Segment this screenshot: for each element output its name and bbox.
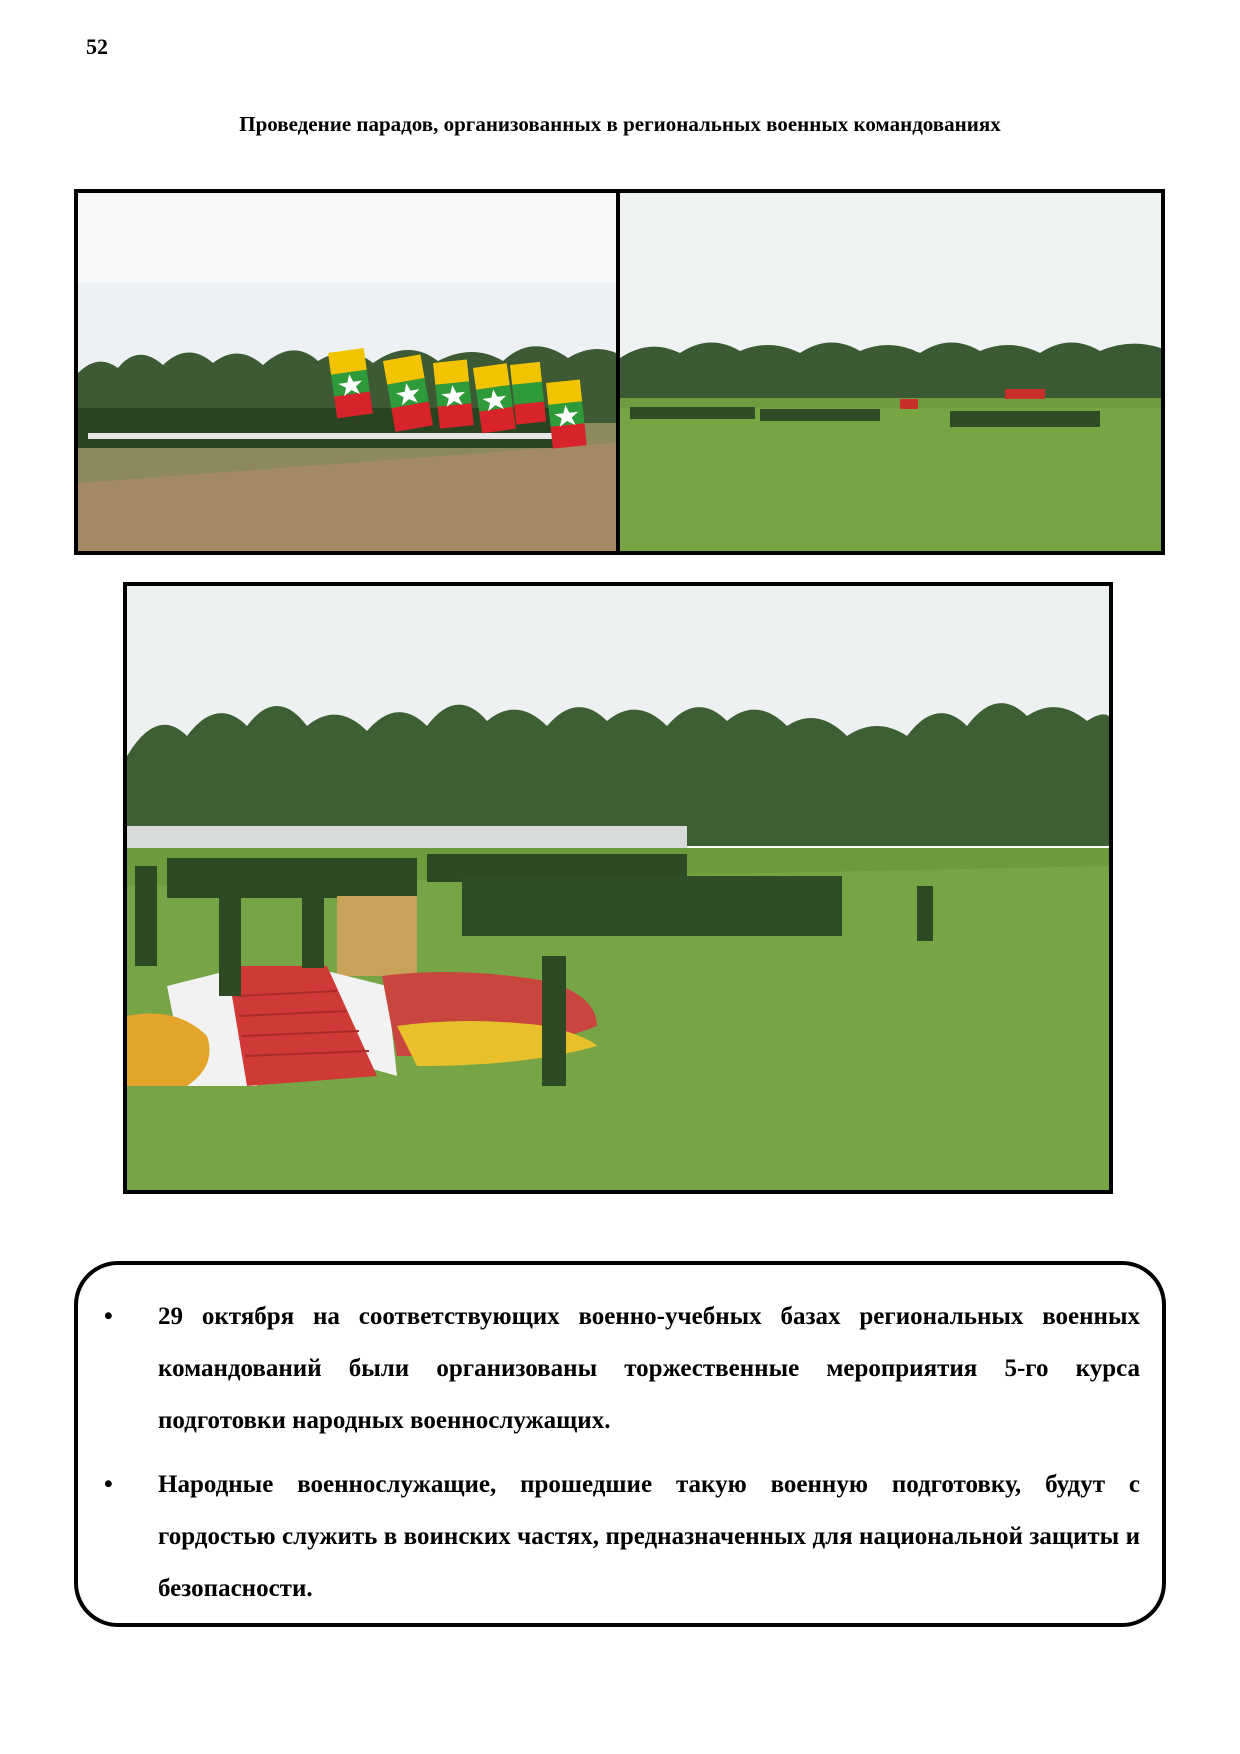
bullet-item — [98, 1291, 1140, 1447]
photo-flag-bearers — [78, 193, 616, 551]
photo-reviewing-stand — [123, 582, 1113, 1194]
bullet-text: 29 октября на соответствующих военно-учебных базах региональных военных командований были организованы торжественные мероприятия 5-го курса подготовки народных военнослужащих. — [158, 1303, 1140, 1434]
bullet-marker: • — [104, 1303, 113, 1330]
bullet-list — [98, 1291, 1140, 1627]
top-photo-row — [74, 189, 1165, 555]
bullet-marker: • — [104, 1471, 113, 1498]
bullet-item — [98, 1459, 1140, 1615]
info-box — [74, 1261, 1166, 1627]
page-title: Проведение парадов, организованных в региональных военных командованиях — [239, 112, 1001, 136]
photo-parade-ground — [620, 193, 1161, 551]
page-number: 52 — [86, 34, 108, 59]
bullet-text: Народные военнослужащие, прошедшие такую военную подготовку, будут с гордостью служить в воинских частях, предназначенных для национальной защиты и безопасности. — [158, 1471, 1140, 1602]
